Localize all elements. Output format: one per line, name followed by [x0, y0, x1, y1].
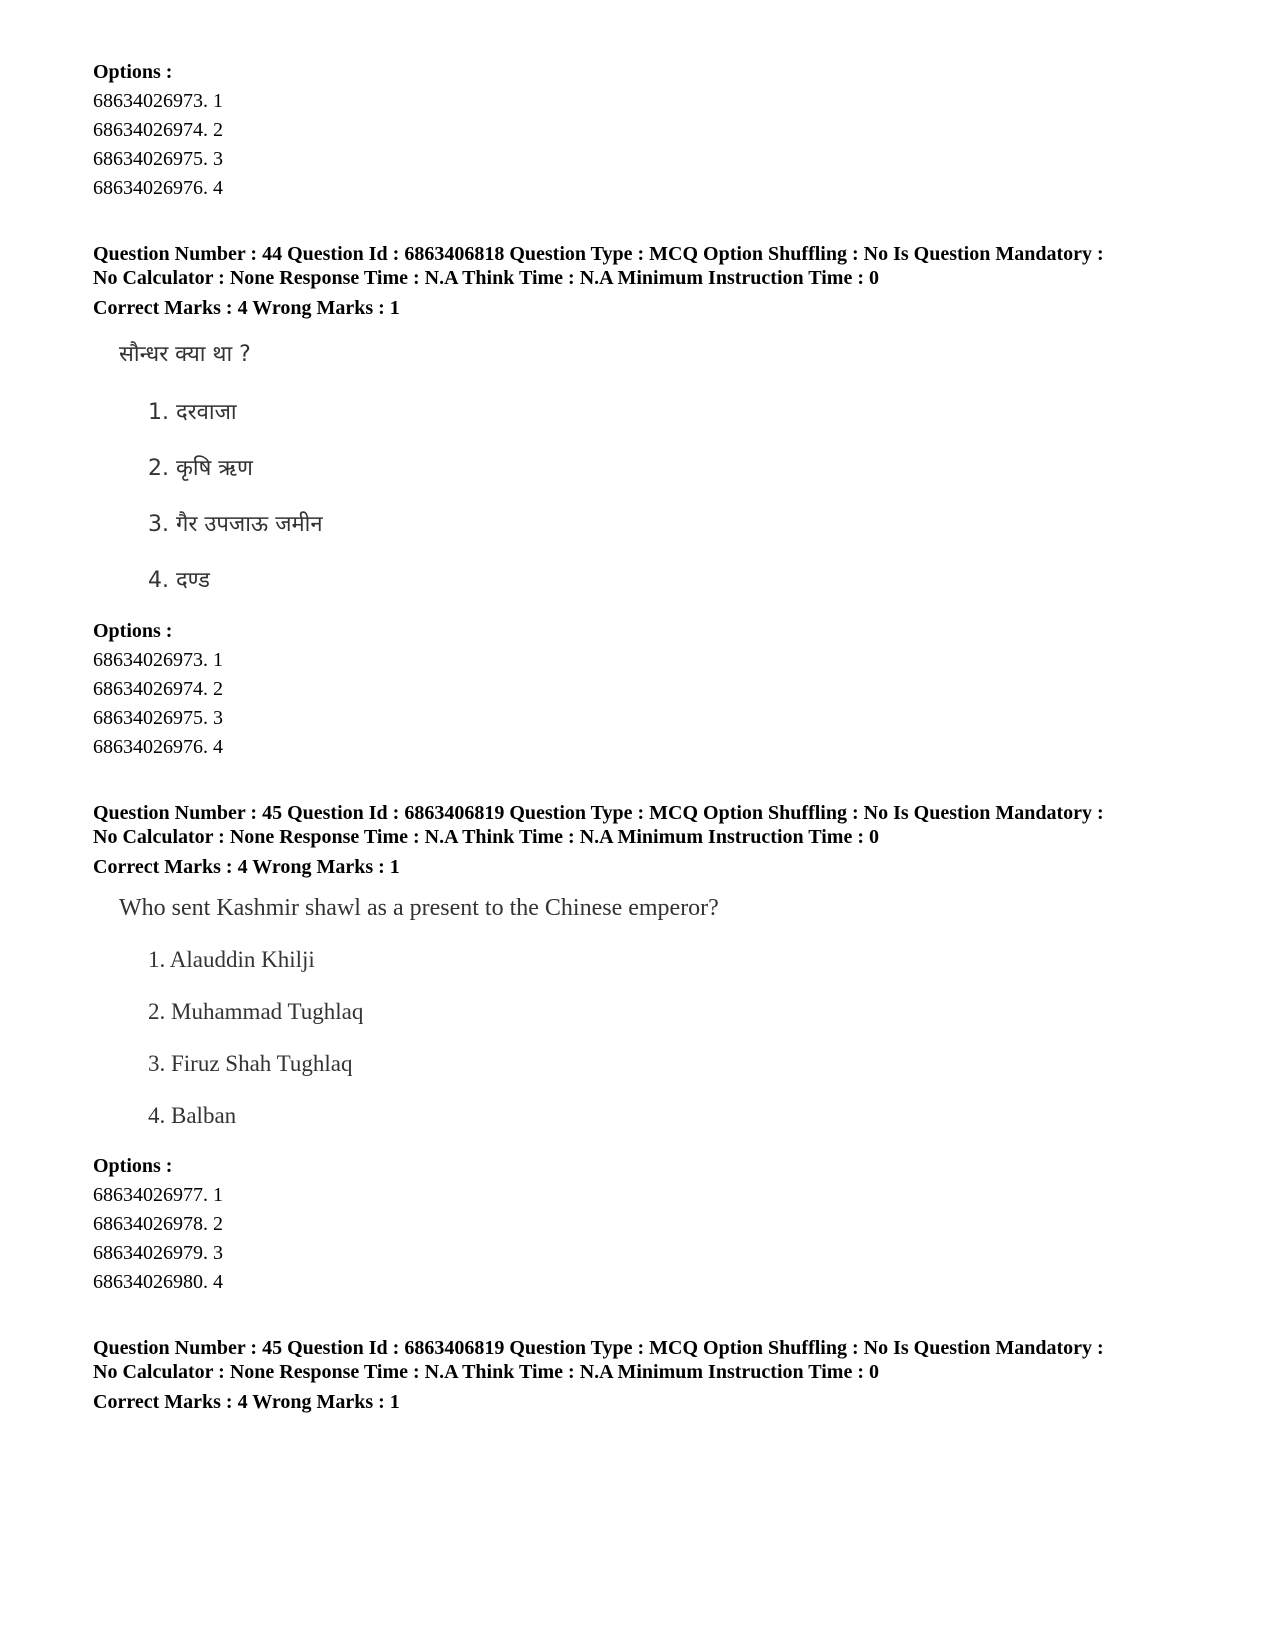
question-choice: 4. Balban	[148, 1103, 237, 1128]
question-meta-line2: No Calculator : None Response Time : N.A Think Time : N.A Minimum Instruction Time : 0	[93, 267, 879, 289]
option-item: 68634026974. 2	[93, 678, 223, 700]
question-44-options	[93, 617, 1193, 762]
question-45-header	[93, 801, 1193, 879]
question-44-content	[119, 340, 323, 596]
options-block-1	[93, 58, 1193, 203]
question-marks: Correct Marks : 4 Wrong Marks : 1	[93, 297, 400, 319]
option-item: 68634026976. 4	[93, 736, 223, 758]
option-item: 68634026975. 3	[93, 148, 223, 170]
question-meta-line1: Question Number : 45 Question Id : 6863406819 Question Type : MCQ Option Shuffling : No Is Question Mandatory :	[93, 1337, 1104, 1359]
question-45-options	[93, 1152, 1193, 1297]
options-heading: Options :	[93, 1155, 173, 1177]
question-choice: 4. दण्ड	[148, 568, 210, 593]
question-meta-line1: Question Number : 45 Question Id : 6863406819 Question Type : MCQ Option Shuffling : No Is Question Mandatory :	[93, 802, 1104, 824]
question-stem: Who sent Kashmir shawl as a present to the Chinese emperor?	[119, 895, 719, 921]
option-item: 68634026979. 3	[93, 1242, 223, 1264]
option-item: 68634026973. 1	[93, 90, 223, 112]
question-meta-line1: Question Number : 44 Question Id : 6863406818 Question Type : MCQ Option Shuffling : No Is Question Mandatory :	[93, 243, 1104, 265]
option-item: 68634026975. 3	[93, 707, 223, 729]
option-item: 68634026980. 4	[93, 1271, 223, 1293]
question-marks: Correct Marks : 4 Wrong Marks : 1	[93, 856, 400, 878]
options-heading: Options :	[93, 61, 173, 83]
question-marks: Correct Marks : 4 Wrong Marks : 1	[93, 1391, 400, 1413]
question-choice: 3. Firuz Shah Tughlaq	[148, 1051, 353, 1076]
question-choice: 2. Muhammad Tughlaq	[148, 999, 364, 1024]
option-item: 68634026974. 2	[93, 119, 223, 141]
question-choice: 1. Alauddin Khilji	[148, 947, 315, 972]
question-45-repeat-header	[93, 1336, 1193, 1414]
question-meta-line2: No Calculator : None Response Time : N.A Think Time : N.A Minimum Instruction Time : 0	[93, 1361, 879, 1383]
question-choice: 1. दरवाजा	[148, 400, 237, 425]
question-45-content	[119, 893, 719, 1131]
question-choice: 2. कृषि ऋण	[148, 456, 253, 481]
question-stem: सौन्धर क्या था ?	[119, 342, 251, 367]
option-item: 68634026977. 1	[93, 1184, 223, 1206]
option-item: 68634026973. 1	[93, 649, 223, 671]
question-meta-line2: No Calculator : None Response Time : N.A Think Time : N.A Minimum Instruction Time : 0	[93, 826, 879, 848]
option-item: 68634026976. 4	[93, 177, 223, 199]
options-heading: Options :	[93, 620, 173, 642]
question-44-header	[93, 242, 1193, 320]
question-choice: 3. गैर उपजाऊ जमीन	[148, 512, 323, 537]
option-item: 68634026978. 2	[93, 1213, 223, 1235]
